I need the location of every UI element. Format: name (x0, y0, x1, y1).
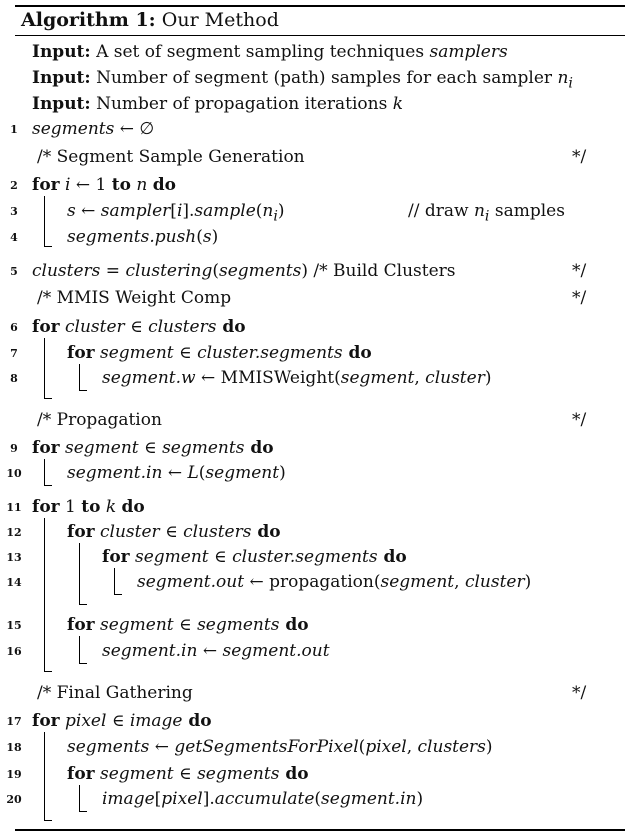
code-line-1 (0, 117, 637, 141)
line-number: 5 (10, 265, 18, 278)
code-line-16 (0, 639, 637, 663)
assign-arrow: ← (195, 368, 221, 388)
var-segment: segment (205, 463, 280, 483)
fn-push: segments.push (67, 227, 197, 247)
keyword-to: to (111, 175, 131, 195)
var-segments: segments (32, 119, 115, 139)
literal-one: 1 (59, 497, 82, 517)
block-end-for-cluster-12 (79, 604, 87, 605)
block-line-for-segment-15 (79, 636, 80, 663)
line-number: 1 (10, 123, 18, 136)
comma: , (406, 737, 418, 757)
assign-arrow: ← (244, 572, 270, 592)
block-line-for-segment-13 (114, 568, 115, 594)
inline-comment: /* Build Clusters (308, 261, 456, 281)
var-pixel: pixel (365, 737, 407, 757)
title-rule (15, 35, 625, 36)
code-line-20: 20 image[pixel].accumulate(segment.in) (0, 787, 637, 811)
input-text: Number of segment (path) samples for each sampler (96, 68, 553, 88)
subscript: i (484, 208, 490, 225)
var-s: s (67, 201, 76, 221)
comment-text: /* MMIS Weight Comp (37, 288, 232, 308)
comment-end: */ (572, 683, 587, 703)
keyword-for: for (67, 764, 95, 784)
keyword-for: for (32, 497, 60, 517)
line-number: 12 (6, 526, 22, 539)
code-line-18: 18 segments ← getSegmentsForPixel(pixel, clusters) (0, 735, 637, 759)
var-i: i (65, 175, 71, 195)
var-clusters: clusters (183, 522, 252, 542)
assign-arrow: ← (75, 201, 101, 221)
line-number: 17 (6, 715, 22, 728)
block-end-for-segment-15 (79, 663, 87, 664)
keyword-for: for (32, 438, 60, 458)
keyword-for: for (102, 547, 130, 567)
code-line-14: 14 segment.out ← propagation(segment, cluster) (0, 570, 637, 594)
element-of: ∈ (106, 711, 130, 731)
var-cluster: cluster (94, 522, 160, 542)
keyword-do: do (121, 497, 145, 517)
var-cluster: cluster (59, 317, 125, 337)
comment-text: /* Segment Sample Generation (37, 147, 305, 167)
var-s: s (202, 227, 212, 247)
input-line-3 (0, 92, 637, 116)
comment-segment-sample-generation (0, 145, 637, 169)
code-line-8: 8 segment.w ← MMISWeight(segment, cluster) (0, 366, 637, 390)
line-number: 16 (6, 645, 22, 658)
var-segment: segment (380, 572, 455, 592)
algorithm-name: Our Method (161, 9, 279, 31)
comment-final-gathering (0, 681, 637, 705)
comment-end: */ (572, 288, 587, 308)
code-line-10: 10 segment.in ← L(segment) (0, 461, 637, 485)
var-clusters: clusters (148, 317, 217, 337)
var-segment-out: segment.out (222, 641, 330, 661)
element-of: ∈ (208, 547, 233, 567)
var-segments: segments (162, 438, 245, 458)
input-var: n (557, 68, 569, 88)
input-line-1 (0, 40, 637, 64)
block-end-for-segment-19 (79, 811, 87, 812)
var-pixel: pixel (161, 789, 203, 809)
element-of: ∈ (173, 764, 198, 784)
keyword-for: for (67, 522, 95, 542)
algorithm-title (21, 8, 279, 32)
var-segment: segment (340, 368, 415, 388)
code-line-3 (0, 199, 637, 223)
assign-arrow: ← 1 (70, 175, 112, 195)
var-segment: segment (94, 764, 174, 784)
keyword-do: do (216, 317, 246, 337)
line-number: 15 (6, 619, 22, 632)
block-line-for-k (44, 518, 45, 671)
var-segment-in: segment.in (321, 789, 417, 809)
fn-accumulate: accumulate (214, 789, 315, 809)
code-line-5: 5 clusters = clustering(segments) /* Build Clusters */ (0, 259, 637, 283)
code-line-15 (0, 613, 637, 637)
line-number: 10 (6, 467, 22, 480)
block-line-for-cluster (44, 338, 45, 398)
comment-end: */ (572, 261, 587, 281)
comment-end: */ (572, 147, 587, 167)
var-i: i (176, 201, 183, 221)
block-line-for-segment-inner (79, 364, 80, 390)
var-n: n (130, 175, 153, 195)
var-segment-w: segment.w (102, 368, 196, 388)
block-end-for-segment-9 (44, 485, 52, 486)
input-keyword: Input: (32, 68, 91, 88)
code-line-12 (0, 520, 637, 544)
assign-arrow: ← (149, 737, 175, 757)
fn-propagation: propagation (269, 572, 374, 592)
comment-mmis-weight (0, 286, 637, 310)
block-end-for-segment-13 (114, 594, 122, 595)
line-number: 6 (10, 321, 18, 334)
var-cluster-segments: cluster.segments (232, 547, 378, 567)
var-cluster: cluster (464, 572, 525, 592)
assign-arrow: ← (197, 641, 223, 661)
var-clusters: clusters (417, 737, 486, 757)
comment-propagation (0, 408, 637, 432)
bracket: ]. (202, 789, 215, 809)
keyword-do: do (152, 175, 176, 195)
line-number: 4 (10, 231, 18, 244)
keyword-do: do (182, 711, 212, 731)
block-end-for-cluster (44, 398, 52, 399)
line-number: 13 (6, 551, 22, 564)
var-n: n (473, 201, 485, 221)
input-text: Number of propagation iterations (96, 94, 388, 114)
code-line-4: 4 segments.push(s) (0, 225, 637, 249)
var-image: image (129, 711, 183, 731)
keyword-for: for (67, 343, 95, 363)
line-number: 18 (6, 741, 22, 754)
input-text: A set of segment sampling techniques (96, 42, 425, 62)
keyword-do: do (251, 522, 281, 542)
code-line-6 (0, 315, 637, 339)
bottom-rule (15, 829, 625, 831)
element-of: ∈ (124, 317, 149, 337)
var-cluster: cluster (425, 368, 485, 388)
bracket: [ (154, 789, 162, 809)
fn-sample: sample (194, 201, 256, 221)
block-line-for-pixel (44, 732, 45, 820)
var-segments: segments (219, 261, 302, 281)
line-number: 14 (6, 576, 22, 589)
paren: ( (255, 201, 263, 221)
var-clusters: clusters (32, 261, 101, 281)
comment-text: /* Propagation (37, 410, 162, 430)
line-number: 8 (10, 372, 18, 385)
var-cluster-segments: cluster.segments (197, 343, 343, 363)
code-line-9 (0, 436, 637, 460)
code-line-11 (0, 495, 637, 519)
var-segments: segments (197, 615, 280, 635)
inline-comment: // draw (408, 201, 474, 221)
block-end-for-i (44, 246, 52, 247)
keyword-for: for (32, 711, 60, 731)
block-end-for-pixel (44, 820, 52, 821)
line-number: 9 (10, 442, 18, 455)
var-segment-in: segment.in (102, 641, 198, 661)
var-segments: segments (197, 764, 280, 784)
keyword-do: do (377, 547, 407, 567)
var-segments: segments (67, 737, 150, 757)
code-line-19 (0, 762, 637, 786)
comma: , (454, 572, 465, 592)
line-number: 20 (6, 793, 22, 806)
var-segment: segment (59, 438, 139, 458)
var-segment-in: segment.in (67, 463, 163, 483)
code-line-2 (0, 173, 637, 197)
code-line-13 (0, 545, 637, 569)
line-number: 7 (10, 347, 18, 360)
var-n: n (262, 201, 274, 221)
keyword-do: do (279, 615, 309, 635)
input-keyword: Input: (32, 94, 91, 114)
keyword-do: do (244, 438, 274, 458)
comment-end: */ (572, 410, 587, 430)
comma: , (414, 368, 426, 388)
block-line-for-segment-9 (44, 459, 45, 485)
line-number: 3 (10, 205, 18, 218)
equals: = (100, 261, 126, 281)
element-of: ∈ (138, 438, 163, 458)
var-segment: segment (94, 615, 174, 635)
fn-l: L (187, 463, 199, 483)
top-rule (15, 5, 625, 7)
subscript: i (273, 208, 278, 225)
element-of: ∈ (173, 615, 198, 635)
input-subscript: i (568, 75, 573, 92)
line-number: 11 (6, 501, 22, 514)
bracket: [ (170, 201, 177, 221)
element-of: ∈ (173, 343, 198, 363)
keyword-do: do (279, 764, 309, 784)
code-line-7 (0, 341, 637, 365)
var-k: k (100, 497, 122, 517)
code-line-17 (0, 709, 637, 733)
keyword-for: for (32, 317, 60, 337)
var-image: image (102, 789, 155, 809)
var-pixel: pixel (59, 711, 107, 731)
fn-mmisweight: MMISWeight (220, 368, 335, 388)
var-segment: segment (94, 343, 174, 363)
keyword-for: for (67, 615, 95, 635)
comment-text: /* Final Gathering (37, 683, 193, 703)
fn-getsegmentsforpixel: getSegmentsForPixel (174, 737, 359, 757)
var-segment-out: segment.out (137, 572, 245, 592)
input-keyword: Input: (32, 42, 91, 62)
fn-clustering: clustering (125, 261, 213, 281)
input-var: k (392, 94, 404, 114)
var-sampler: sampler (100, 201, 171, 221)
algorithm-label: Algorithm 1: (21, 9, 156, 31)
input-line-2 (0, 66, 637, 90)
var-segment: segment (129, 547, 209, 567)
line-number: 19 (6, 768, 22, 781)
keyword-do: do (342, 343, 372, 363)
block-line-for-i (44, 196, 45, 246)
keyword-for: for (32, 175, 60, 195)
line-number: 2 (10, 179, 18, 192)
assign-arrow: ← (162, 463, 188, 483)
bracket: ]. (182, 201, 195, 221)
inline-comment-text: samples (489, 201, 565, 221)
block-line-for-segment-19 (79, 785, 80, 811)
assign-empty: ← ∅ (114, 119, 155, 139)
block-end-for-k (44, 671, 52, 672)
block-line-for-cluster-12 (79, 543, 80, 604)
keyword-to: to (81, 497, 101, 517)
paren: ) (277, 201, 285, 221)
element-of: ∈ (159, 522, 184, 542)
input-var: samplers (429, 42, 508, 62)
block-end-for-segment-inner (79, 390, 87, 391)
